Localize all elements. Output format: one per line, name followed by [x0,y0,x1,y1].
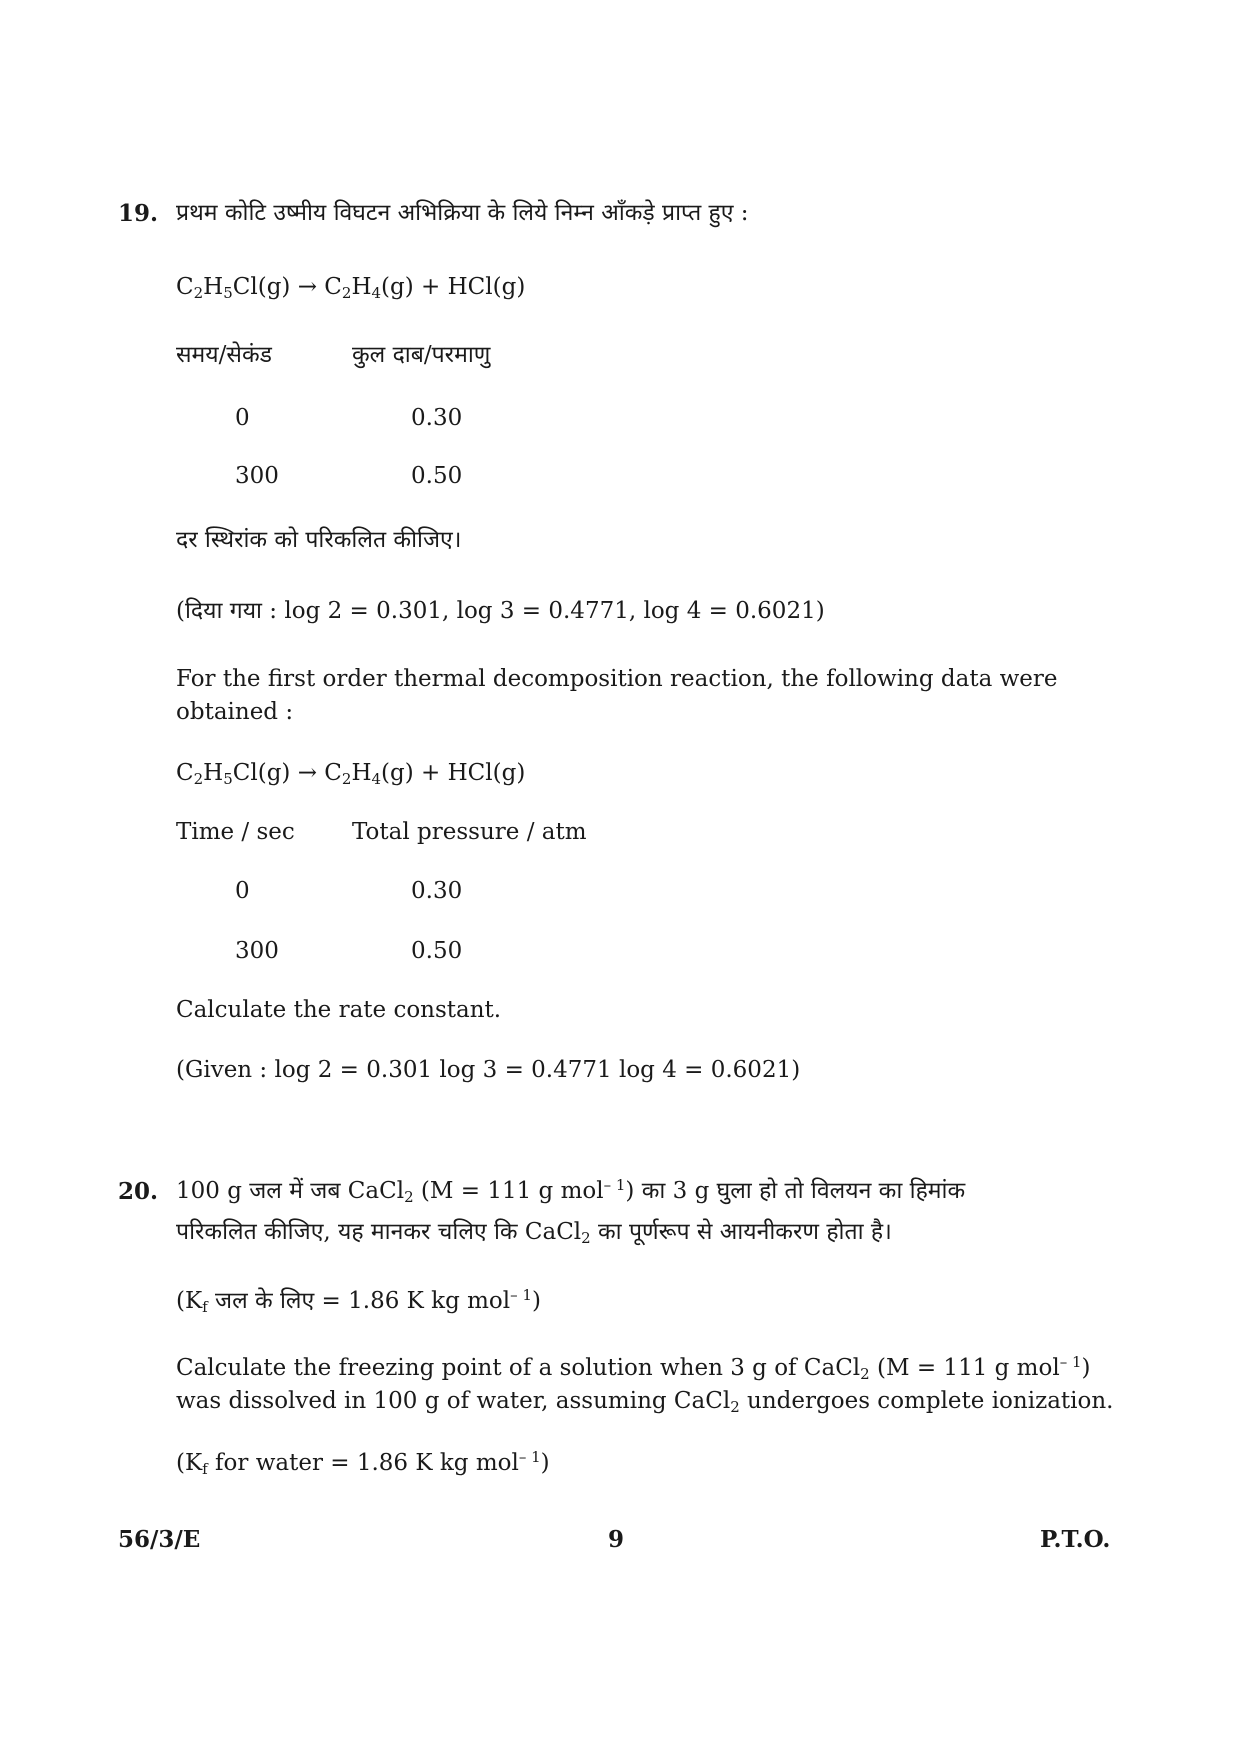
q19-hindi-row-time: 0 [235,405,250,431]
footer-page-number: 9 [608,1526,625,1553]
q19-english-row-pressure: 0.30 [411,878,463,904]
q19-hindi-header-time: समय/सेकंड [176,342,272,368]
footer-paper-code: 56/3/E [118,1526,201,1553]
question-19-number: 19. [118,200,159,227]
q19-hindi-row-pressure: 0.50 [411,463,463,489]
q19-english-row-time: 300 [235,938,279,964]
q19-hindi-header-pressure: कुल दाब/परमाणु [352,342,491,368]
q19-english-row-pressure: 0.50 [411,938,463,964]
q19-hindi-intro: प्रथम कोटि उष्मीय विघटन अभिक्रिया के लिये निम्न आँकड़े प्राप्त हुए : [176,200,749,226]
q19-hindi-reaction: $C_2H_5Cl(g) \to C_2H_4(g) + HCl(g)$ [176,274,526,302]
q19-english-intro-line1: For the first order thermal decomposition reaction, the following data were [176,666,1058,692]
q20-hindi-line2: परिकलित कीजिए, यह मानकर चलिए कि CaCl$_2$ का पूर्णरूप से आयनीकरण होता है। [176,1219,892,1247]
q19-hindi-calc: दर स्थिरांक को परिकलित कीजिए। [176,527,462,553]
question-20-number: 20. [118,1178,159,1205]
q20-hindi-kf: ($K_f$ जल के लिए = 1.86 K kg mol$^{- 1}$) [176,1286,541,1316]
q19-hindi-row-time: 300 [235,463,279,489]
q19-english-intro-line2: obtained : [176,699,294,725]
q19-english-reaction: $C_2H_5Cl(g) \to C_2H_4(g) + HCl(g)$ [176,760,526,788]
q19-english-calc: Calculate the rate constant. [176,997,502,1023]
q20-english-line2: was dissolved in 100 g of water, assuming CaCl$_2$ undergoes complete ionization. [176,1388,1114,1416]
footer-pto: P.T.O. [1040,1526,1111,1553]
q20-english-line1: Calculate the freezing point of a solution when 3 g of CaCl$_2$ (M = 111 g mol$^{- 1}$) [176,1353,1091,1383]
q19-english-header-time: Time / sec [176,819,295,845]
q20-hindi-line1: 100 g जल में जब CaCl$_2$ (M = 111 g mol$^{- 1}$) का 3 g घुला हो तो विलयन का हिमांक [176,1176,966,1206]
q19-hindi-given: (दिया गया : log 2 = 0.301, log 3 = 0.4771, log 4 = 0.6021) [176,598,825,624]
q19-english-given: (Given : log 2 = 0.301 log 3 = 0.4771 log 4 = 0.6021) [176,1057,801,1083]
q19-english-row-time: 0 [235,878,250,904]
q19-hindi-row-pressure: 0.30 [411,405,463,431]
q19-english-header-pressure: Total pressure / atm [352,819,587,845]
q20-english-kf: ($K_f$ for water = 1.86 K kg mol$^{- 1}$) [176,1448,550,1478]
